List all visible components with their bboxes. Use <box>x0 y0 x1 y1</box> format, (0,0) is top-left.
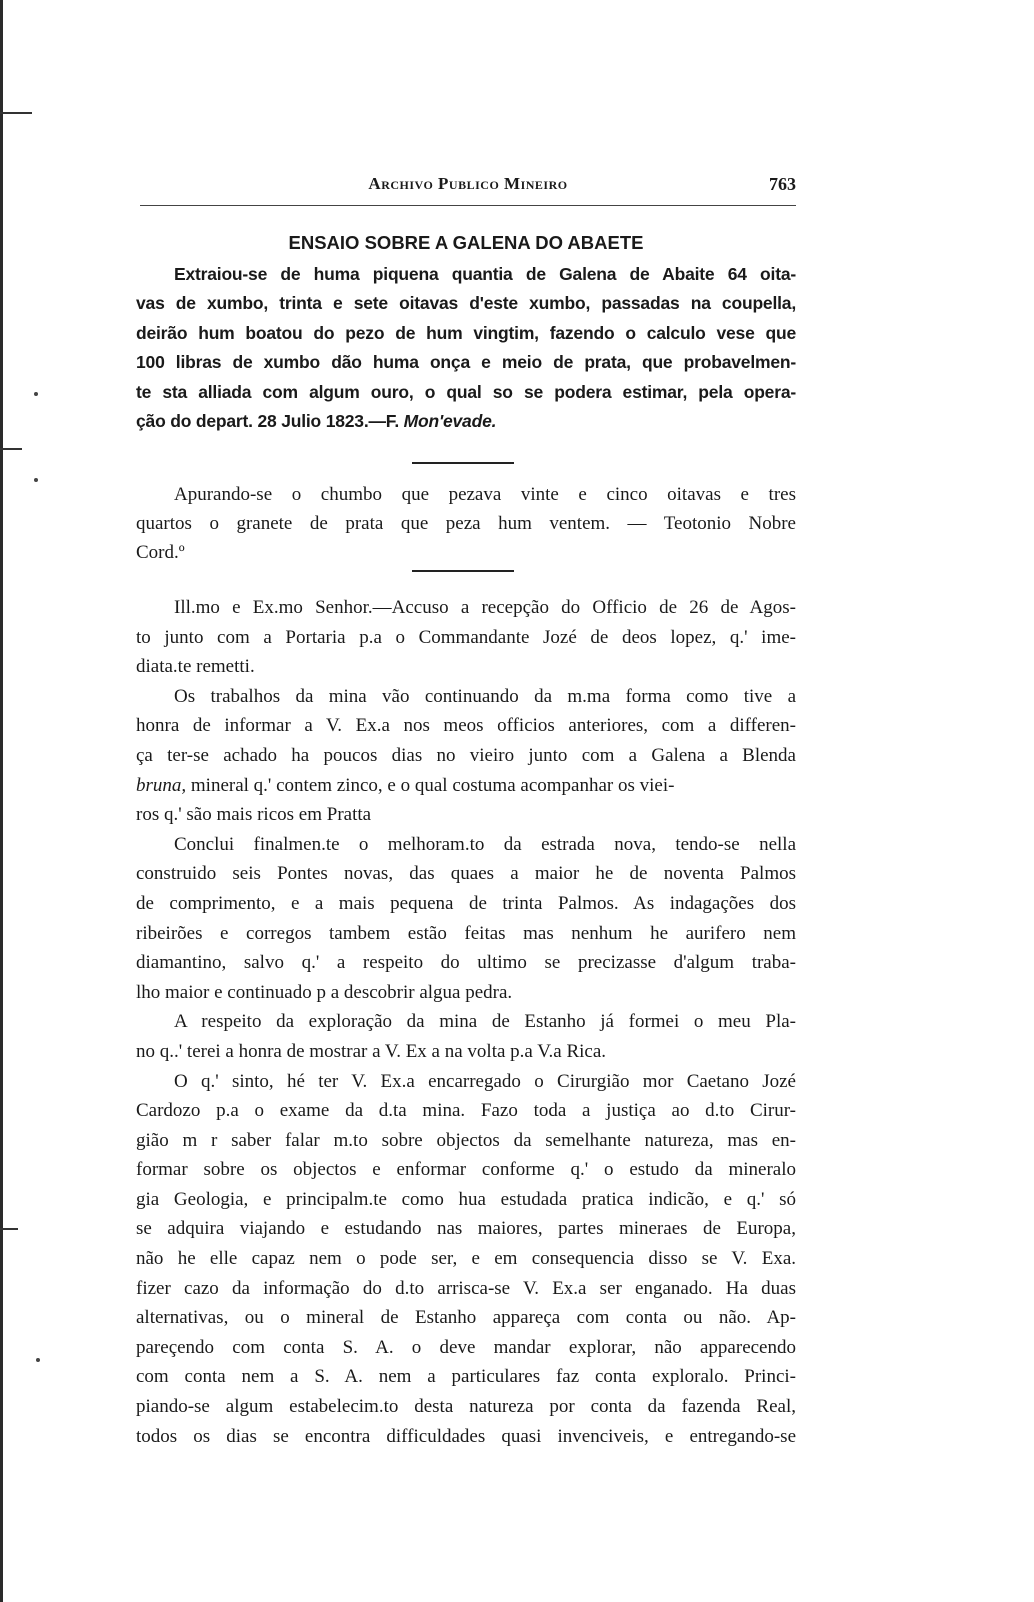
text-line: Ill.mo e Ex.mo Senhor.—Accuso a recepção do Officio de 26 de Agos- <box>174 597 796 618</box>
text-line: fizer cazo da informação do d.to arrisca-se V. Ex.a ser enganado. Ha duas <box>136 1277 796 1299</box>
separator-rule <box>412 570 514 572</box>
text-line: lho maior e continuado p a descobrir algua pedra. <box>136 981 513 1003</box>
text-line: deirão hum boatou do pezo de hum vingtim, fazendo o calculo vese que <box>136 322 796 343</box>
text-line: não he elle capaz nem o pode ser, e em consequencia disso se V. Exa. <box>136 1248 796 1270</box>
text-line: 100 libras de xumbo dão huma onça e meio de prata, que probavelmen- <box>136 352 796 373</box>
text-line: Os trabalhos da mina vão continuando da m.ma forma como tive a <box>174 685 796 707</box>
letter-body <box>136 593 796 1451</box>
header-rule <box>140 205 796 206</box>
text-line: se adquira viajando e estudando nas maiores, partes mineraes de Europa, <box>136 1218 796 1240</box>
scan-edge <box>0 0 3 1602</box>
text-line: pareçendo com conta S. A. o deve mandar explorar, não apparecendo <box>136 1336 796 1358</box>
text-line: piando-se algum estabelecim.to desta natureza por conta da fazenda Real, <box>136 1396 796 1418</box>
scan-mark <box>0 448 22 450</box>
text-line: ribeirões e corregos tambem estão feitas mas nenhum he aurifero nem <box>136 922 796 944</box>
text-line: Cord.º <box>136 542 185 564</box>
text-line: ros q.' são mais ricos em Pratta <box>136 804 372 826</box>
scan-mark <box>0 112 32 114</box>
text-line: de comprimento, e a mais pequena de trinta Palmos. As indagações dos <box>136 892 796 914</box>
text-line: diata.te remetti. <box>136 656 255 678</box>
page-number: 763 <box>769 174 796 194</box>
separator-rule <box>412 462 514 464</box>
scan-mark <box>36 1358 40 1362</box>
text-line: diamantino, salvo q.' a respeito do ultimo se precizasse d'algum traba- <box>136 952 796 974</box>
text-line: vas de xumbo, trinta e sete oitavas d'este xumbo, passadas na coupella, <box>136 293 796 314</box>
text-line: construido seis Pontes novas, das quaes a maior he de noventa Palmos <box>136 863 796 885</box>
text-line: formar sobre os objectos e enformar conforme q.' o estudo da mineralo <box>136 1159 796 1181</box>
text-line-part: ção do depart. 28 Julio 1823.—F. <box>136 411 399 432</box>
text-line: te sta alliada com algum ouro, o qual so se podera estimar, pela opera- <box>136 381 796 402</box>
text-line: gião m r saber falar m.to sobre objectos da semelhante natureza, mas en- <box>136 1129 796 1151</box>
running-title: Archivo Publico Mineiro <box>368 174 568 193</box>
text-line: O q.' sinto, hé ter V. Ex.a encarregado o Cirurgião mor Caetano Jozé <box>174 1070 796 1092</box>
text-line-part: mineral q.' contem zinco, e o qual costuma acompanhar os viei- <box>186 774 675 796</box>
note-paragraph <box>136 480 796 568</box>
text-line <box>136 771 796 801</box>
text-line: A respeito da exploração da mina de Estanho já formei o meu Pla- <box>174 1011 796 1033</box>
signature: Mon'evade. <box>403 411 497 432</box>
text-line: ça ter-se achado ha poucos dias no vieiro junto com a Galena a Blenda <box>136 744 796 766</box>
scan-mark <box>34 392 38 396</box>
text-line: to junto com a Portaria p.a o Commandante Jozé de deos lopez, q.' ime- <box>136 626 796 648</box>
text-line: gia Geologia, e principalm.te como hua estudada pratica indicão, e q.' só <box>136 1188 796 1210</box>
scan-mark <box>34 478 38 482</box>
essay-paragraph <box>136 260 796 436</box>
text-line: quartos o granete de prata que peza hum ventem. — Teotonio Nobre <box>136 513 796 535</box>
scan-mark <box>0 1228 18 1230</box>
mineral-name: bruna, <box>136 774 187 796</box>
text-line: Extraiou-se de huma piquena quantia de Galena de Abaite 64 oita- <box>174 264 796 284</box>
section-title: ENSAIO SOBRE A GALENA DO ABAETE <box>288 232 644 253</box>
text-line: Apurando-se o chumbo que pezava vinte e cinco oitavas e tres <box>174 484 796 505</box>
text-line: honra de informar a V. Ex.a nos meos officios anteriores, com a differen- <box>136 715 796 737</box>
text-line: Conclui finalmen.te o melhoram.to da estrada nova, tendo-se nella <box>174 833 796 855</box>
text-line: com conta nem a S. A. nem a particulares faz conta exploralo. Princi- <box>136 1366 796 1388</box>
text-line: todos os dias se encontra difficuldades quasi invenciveis, e entregando-se <box>136 1425 796 1447</box>
running-head <box>140 174 796 198</box>
text-line: alternativas, ou o mineral de Estanho appareça com conta ou não. Ap- <box>136 1307 796 1329</box>
text-line: Cardozo p.a o exame da d.ta mina. Fazo toda a justiça ao d.to Cirur- <box>136 1100 796 1122</box>
text-line <box>136 407 796 436</box>
text-line: no q..' terei a honra de mostrar a V. Ex a na volta p.a V.a Rica. <box>136 1040 607 1062</box>
